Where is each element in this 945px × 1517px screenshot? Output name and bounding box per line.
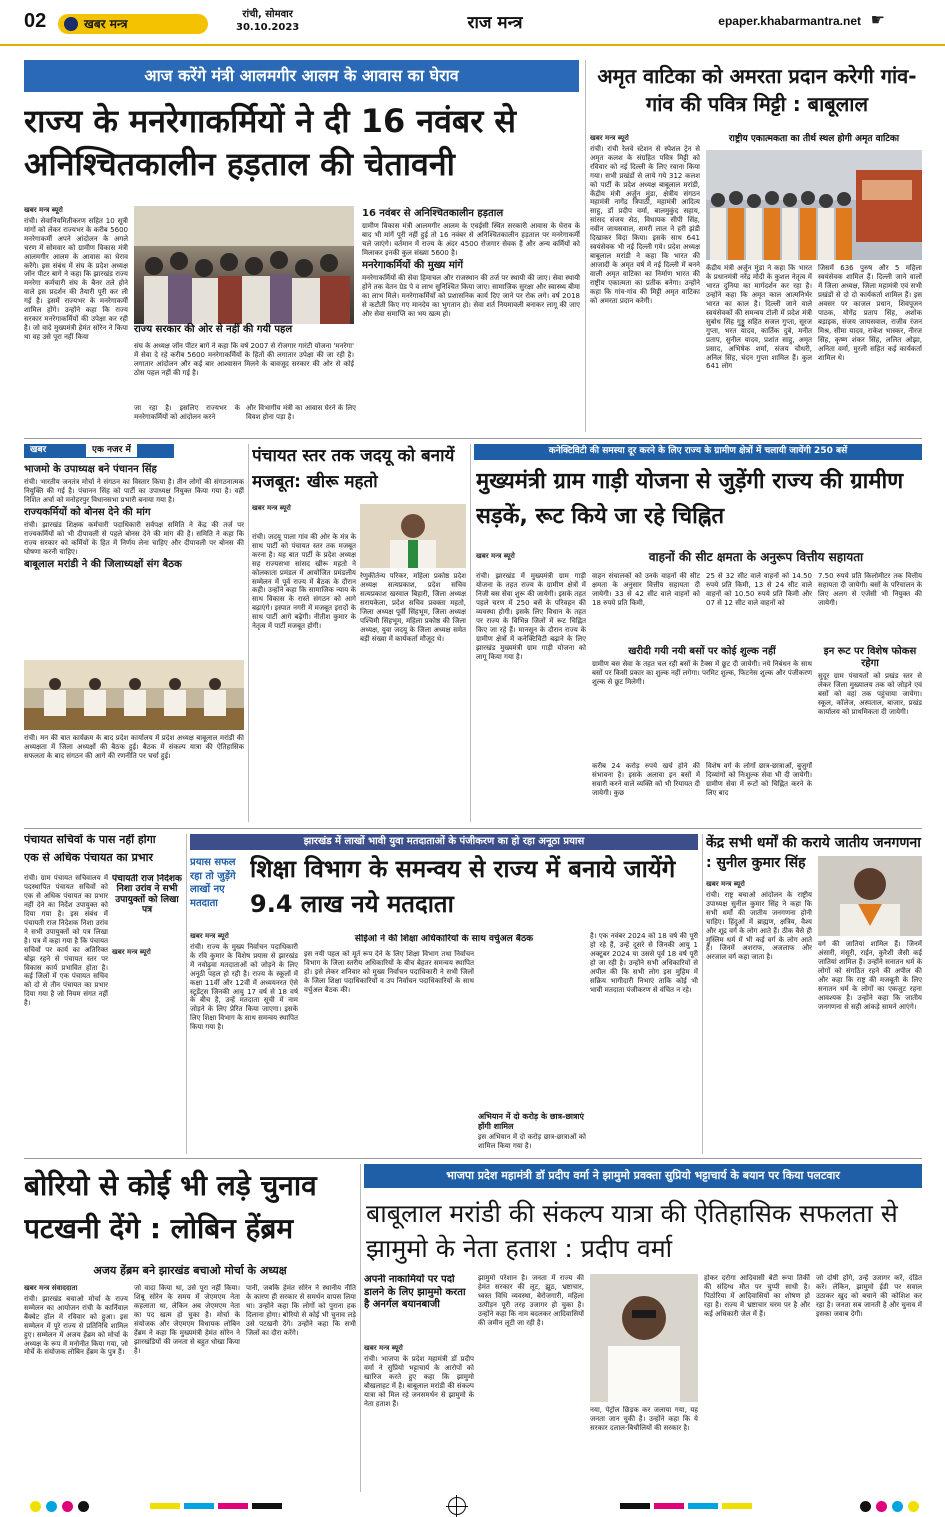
story1-sub2-text: मनरेगाकर्मियों की सेवा हिमाचल और राजस्थान की तर्ज पर स्थायी की जाए। सेवा स्थायी होने तक वेतन ग्रेड पे व लाभ सुनिश्चित किया जाए। सामाजिक सुरक्षा और स्वास्थ्य बीमा का लाभ मिले। मनरेगाकर्मियों को प्रशासनिक कार्य दिए जाने पर रोक लगे। वर्ष 2018 से कटौती किए गए मानदेय का भुगतान हो। सेवा शर्त नियमावली बनाकर लागू की जाए और सेवा समाप्ति का भय खत्म हो। [362, 273, 580, 318]
story4-col1 [476, 572, 586, 822]
story1-col4-text: और विभागीय मंत्री का आवास घेरने के लिए विवश होना पड़ा है। [246, 404, 356, 421]
divider [24, 1158, 922, 1159]
story3-col1 [252, 504, 356, 822]
story9-photo-caption-block [590, 1406, 698, 1492]
story4-sub: वाहनों की सीट क्षमता के अनुरूप वित्तीय सहायता [648, 550, 864, 564]
story9-headline: बाबूलाल मरांडी की संकल्प यात्रा की ऐतिहासिक सफलता से झामुमो के नेता हताश : प्रदीप वर्मा [366, 1199, 898, 1263]
story1-banner [24, 60, 579, 92]
story7-photo [818, 856, 922, 936]
story6-headline: शिक्षा विभाग के समन्वय से राज्य में बनाये जायेंगे 9.4 लाख नये मतदाता [250, 855, 676, 918]
story4-col4 [818, 572, 922, 636]
story2-headline: अमृत वाटिका को अमरता प्रदान करेगी गांव-गांव की पवित्र मिट्टी : बाबूलाल [597, 64, 917, 116]
story9-banner [364, 1164, 922, 1188]
story3-col1-text: रांची। जदयू पाला गांव की ओर के मंत्र के साथ पार्टी को पंचायत स्तर तक मजबूत करना है। यह बात पार्टी के प्रदेश अध्यक्ष सह राज्यसभा सांसद खीरू महतो ने कोलकाता प्रमंडल में आयोजित प्रमंडलीय सम्मेलन में पूर्व राज्य में बैठक के दौरान कही। उन्होंने कहा कि सामाजिक न्याय के साथ विकास के रास्ते संगठन को आगे बढ़ाएंगे। इस्पात नगरी में मजबूत इरादों के साथ पार्टी आगे बढ़ेगी। नीतीश कुमार के नेतृत्व में पार्टी मजबूत होगी। [252, 532, 356, 631]
story1-col3 [134, 404, 240, 432]
story6-col1 [190, 932, 298, 1154]
story6-col1-text: रांची। राज्य के मुख्य निर्वाचन पदाधिकारी के रवि कुमार के विशेष प्रयास से झारखंड में नवोढ़ुवा मतदाताओं को जोड़ने के लिए अनूठी पहल हो रही है। राज्य के स्कूलों में कक्षा 11वीं और 12वीं में अध्ययनरत ऐसे स्टूडेंट्स जिनकी आयु 17 वर्ष से 18 वर्ष के बीच है, उन्हें मतदाता सूची में नाम जोड़ने के लिए प्रेरित किया जाएगा। इसके लिए शिक्षा विभाग के साथ समन्वय स्थापित किया गया है। [190, 942, 298, 1032]
story5-headline1: पंचायत सचिवों के पास नहीं होगा [24, 834, 156, 846]
story9-banner-text: भाजपा प्रदेश महामंत्री डॉ प्रदीप वर्मा ने झामुमो प्रवक्ता सुप्रियो भट्टाचार्य के बयान पर किया पलटवार [446, 1169, 840, 1183]
story4-sub3-block [818, 644, 922, 822]
story3-headline: पंचायत स्तर तक जदयू को बनायें मजबूत: खीरू महतो [252, 446, 455, 492]
story8-col3-text: पानी, जबकि हेमंत सोरेन ने स्थानीय नीति के कारण ही सरकार से समर्थन वापस लिया था। उन्होंने कहा कि लोगों को पुराना हक दिलाना होगा। बोरियो से कोई भी चुनाव लड़े उसे पटखनी देंगे। उन्होंने कहा कि सभी जिलों का दौरा करेंगे। [246, 1284, 356, 1337]
story5-body [24, 874, 108, 1154]
registration-bar [252, 1503, 282, 1509]
registration-bar [722, 1503, 752, 1509]
story8-col1 [24, 1284, 128, 1494]
story9-col1 [364, 1344, 474, 1492]
story1-headline: राज्य के मनरेगाकर्मियों ने दी 16 नवंबर से अनिश्चितकालीन हड़ताल की चेतावनी [24, 102, 517, 184]
story4-sub2-block [592, 644, 812, 756]
story6-note-head: अभियान में दो करोड़ के छात्र-छात्राएं होंगी शामिल [478, 1112, 584, 1131]
story1-banner-text: आज करेंगे मंत्री आलमगीर आलम के आवास का घेराव [144, 66, 459, 85]
brief-tag [24, 444, 174, 458]
registration-dot [860, 1501, 871, 1512]
story2-photo [706, 150, 922, 260]
story6-note [478, 1110, 586, 1154]
story1-byline: खबर मन्त्र ब्यूरो [24, 206, 63, 214]
divider [470, 444, 471, 822]
story8-headline: बोरियो से कोई भी लड़े चुनाव पटखनी देंगे : लोबिन हेंब्रम [24, 1169, 317, 1246]
divider [186, 834, 187, 1154]
story6-banner [190, 834, 698, 850]
section-title: राज मन्त्र [467, 13, 523, 33]
story4-sub2-text: ग्रामीण बस सेवा के तहत चल रही बसों के टैक्स में छूट दी जायेगी। नये निबंधन के साथ बसों पर किसी प्रकार का शुल्क नहीं लगेगा। परमिट शुल्क, फिटनेस शुल्क और पंजीकरण शुल्क से छूट मिलेगी। [592, 660, 812, 686]
story1-col4 [246, 404, 356, 432]
story7-headline: केंद्र सभी धर्मों की कराये जातीय जनगणना : सुनील कुमार सिंह [706, 835, 921, 871]
masthead [0, 0, 945, 46]
brand-name: खबर मन्त्र [84, 17, 128, 31]
divider [24, 438, 922, 439]
story1-photo [134, 206, 354, 324]
story9-box: अपनी नाकामियों पर पर्दा डालने के लिए झामुमो करता है अनर्गल बयानबाजी [364, 1274, 466, 1310]
registration-dot [30, 1501, 41, 1512]
story4-headline: मुख्यमंत्री ग्राम गाड़ी योजना से जुड़ेंगी राज्य की ग्रामीण सड़कें, रूट किये जा रहे चिह्नित [476, 469, 904, 530]
story2-photo-caption: राष्ट्रीय एकात्मकता का तीर्थ स्थल होगी अमृत वाटिका [706, 134, 922, 148]
story6-col3 [590, 932, 698, 1154]
story9-photo [590, 1274, 698, 1402]
story6-col3-text: है। एक नवंबर 2024 को 18 वर्ष की पूरी हो रहे हैं, उन्हें दूसरे से जिनकी आयु 1 अक्टूबर 2024 या उससे पूर्व 18 वर्ष पूरी हो जा रही है। उन्होंने सभी अधिकारियों से अपील की कि सभी लोग इस मुहिम में सक्रिय भागीदारी निभाएं ताकि कोई भी भावी मतदाता पंजीकरण से वंचित न रहे। [590, 932, 698, 994]
story3-photo [360, 504, 466, 568]
brief-tag-text: खबर [30, 445, 47, 455]
story8-col1-text: रांची। झारखंड बचाओ मोर्चा के राज्य सम्मेलन का आयोजन रांची के कार्निवाल बैंक्वेट हॉल में रविवार को हुआ। इस सम्मेलन में पूरे राज्य से प्रतिनिधि शामिल हुए। सम्मेलन में अजय हेंब्रम को मोर्चा के अध्यक्ष के रूप में मनोनीत किया गया, जो मोर्चे के संयोजक लोबिन हेंब्रम के पुत्र हैं। [24, 1294, 128, 1357]
story3-col2-text: रेणुकीर्तन्य परिकर, महिला प्रकोष्ठ प्रदेश अध्यक्ष सत्यप्रकाश, प्रदेश सचिव सत्यप्रकाश खरवाल बिहारी, जिला अध्यक्ष सरायकेला, प्रदेश सचिव प्रवक्ता महतो, जिला अध्यक्ष पूर्वी सिंहभूम, जिला अध्यक्ष पश्चिमी सिंहभूम, महिला प्रकोष्ठ की जिला अध्यक्ष, युवा जदयू के जिला अध्यक्ष समेत बड़ी संख्या में कार्यकर्ता मौजूद थे। [360, 572, 466, 643]
story4-col2-text: वाहन संचालकों को उनके वाहनों की सीट क्षमता के अनुसार वित्तीय सहायता दी जायेगी। 33 से 42 सीट वाले वाहनों को 18 रुपये प्रति किमी, [592, 572, 700, 607]
story2-col3 [818, 264, 922, 432]
story6-col2 [304, 950, 474, 1100]
registration-dot [46, 1501, 57, 1512]
story9-col4 [816, 1274, 922, 1492]
story1-col2-text: संघ के अध्यक्ष जॉन पीटर बागे ने कहा कि वर्ष 2007 से रोजगार गारंटी योजना 'मनरेगा' में सेवा दे रहे करीब 5600 मनरेगाकर्मियों के हितों की लगातार उपेक्षा की जा रही है। लगातार आंदोलन और कई बार आश्वासन मिलने के बावजूद सरकार की ओर से कोई ठोस पहल नहीं की गई है। [134, 342, 354, 377]
brief-tag2-text: एक नजर में [86, 444, 137, 457]
portrait-image [818, 856, 922, 936]
story2-col1-text: रांची। रांची रेलवे स्टेशन से स्पेशल ट्रेन से अमृत कलश के संग्रहित पवित्र मिट्टी को रविवार को नई दिल्ली के लिए रवाना किया गया। सभी प्रखंडों से लाये गये 312 कलश को पार्टी के प्रदेश अध्यक्ष बाबूलाल मरांडी, केंद्रीय मंत्री अर्जुन मुंडा, क्षेत्रीय संगठन महामंत्री नागेंद्र त्रिपाठी, महामंत्री आदित्य साहु, डॉ प्रदीप वर्मा, बालमुकुंद सहाय, सांसद संजय सेठ, विधायक सीपी सिंह, नवीन जायसवाल, समरी लाल ने हरी झंडी दिखाकर विदा किया। इसके साथ 641 स्वयंसेवक भी नई दिल्ली गये। प्रदेश अध्यक्ष बाबूलाल मरांडी ने कहा कि भारत की आजादी के अमृत वर्ष में नई दिल्ली में बनने वाली अमृत वाटिका का निर्माण भारत की राष्ट्रीय एकात्मता का प्रतीक बनेगा। उन्होंने कहा कि गांव-गांव की मिट्टी अमृत वाटिका को अमरता प्रदान करेगी। [590, 144, 700, 305]
brief-h1: भाजमो के उपाध्यक्ष बने पंचानन सिंह [24, 464, 157, 475]
story4-sub3: इन रूट पर विशेष फोकस रहेगा [823, 646, 917, 669]
story4-sub3-text: सुदूर ग्राम पंचायतों को प्रखंड स्तर से लेकर जिला मुख्यालय तक को जोड़ने एवं बसों को वहां तक पहुंचाया जायेगा। स्कूल, कॉलेज, अस्पताल, बाजार, प्रखंड कार्यालय को प्राथमिकता दी जायेगी। [818, 672, 922, 716]
story6-byline: खबर मन्त्र ब्यूरो [190, 932, 229, 940]
story8-col3 [246, 1284, 356, 1494]
story7-byline: खबर मन्त्र ब्यूरो [706, 880, 745, 888]
brief-h3: बाबूलाल मरांडी ने की जिलाध्यक्षों संग बैठक [24, 558, 182, 570]
brief-t3: रांची। मन की बात कार्यक्रम के बाद प्रदेश कार्यालय में प्रदेश अध्यक्ष बाबूलाल मरांडी की अध्यक्षता में जिला अध्यक्षों की बैठक हुई। बैठक में संकल्प यात्रा की ऐतिहासिक सफलता के बाद संगठन की आगे की रणनीति पर चर्चा हुई। [24, 734, 244, 760]
divider [24, 828, 922, 829]
story6-banner-text: झारखंड में लाखों भावी युवा मतदाताओं के पंजीकरण का हो रहा अनूठा प्रयास [303, 835, 585, 847]
brief-t1: रांची। भारतीय जनतंत्र मोर्चा ने संगठन का विस्तार किया है। तीन लोगों की संगठनात्मक नियुक्ति की गई है। पंचानन सिंह को पार्टी का उपाध्यक्ष नियुक्त किया गया है। वहीं निशित अर्चा को मनोहरपुर विधानसभा प्रभारी बनाया गया है। [24, 478, 244, 504]
divider [585, 60, 586, 432]
story4-col4-text: 7.50 रुपये प्रति किलोमीटर तक वित्तीय सहायता दी जायेगी। बसों के परिचालन के लिए अलग से एजेंसी भी नियुक्त की जायेगी। [818, 572, 922, 607]
registration-dot [78, 1501, 89, 1512]
story8-col2-text: जो वादा किया था, उसे पूरा नहीं किया। शिबू सोरेन के समय में जेएमएम नेता कहलाता था, लेकिन अब जेएमएम नेता का पद खत्म हो चुका है। मोर्चा के संयोजक और जेएमएम विधायक लोबिन हेंब्रम ने कहा कि मुख्यमंत्री हेमंत सोरेन ने झारखंडियों की जनता से बहुत धोखा किया है। [134, 1284, 240, 1355]
story4-foot2 [706, 762, 812, 822]
registration-dot [62, 1501, 73, 1512]
story4-col1-text: रांची। झारखंड में मुख्यमंत्री ग्राम गाड़ी योजना के तहत राज्य के ग्रामीण क्षेत्रों में निजी बस सेवा शुरू की जायेगी। इसके तहत पहले चरण में 250 बसें के परिवहन की व्यवस्था होगी। इसके लिए विधान के तहत पर राज्य के विभिन्न जिलों में रूट चिह्नित किए जा रहे हैं। मानसून के दौरान राज्य के ग्रामीण क्षेत्रों में कनेक्टिविटी बढ़ाने के लिए झारखंड मुख्यमंत्री ग्राम गाड़ी योजना को लागू किया गया है। [476, 572, 586, 661]
story7-col2-text: वर्ग की जातियां शामिल हैं। जिनमें अंसारी, मंसूरी, राईन, कुरैशी जैसी कई जातियां शामिल हैं। उन्होंने सनातन धर्म के लोगों को संगठित रहने की अपील की और कहा कि राष्ट्र की मजबूती के लिए सनातन धर्म के लोगों का एकजुट रहना आवश्यक है। उन्होंने कहा कि जातीय जनगणना से सही आंकड़े सामने आएंगे। [818, 940, 922, 1011]
page-number: 02 [24, 10, 47, 32]
story6-kicker: प्रयास सफल रहा तो जुड़ेंगे लाखों नए मतदाता [190, 857, 236, 909]
dateline: रांची, सोमवार 30.10.2023 [236, 9, 300, 33]
brief-h2: राज्यकर्मियों को बोनस देने की मांग [24, 506, 151, 518]
story9-col1-text: रांची। भाजपा के प्रदेश महामंत्री डॉ प्रदीप वर्मा ने सुप्रियो भट्टाचार्य के आरोपों को खारिज करते हुए कहा कि झामुमो बौखलाहट में है। बाबूलाल मरांडी की संकल्प यात्रा को मिल रहे जनसमर्थन से झामुमो के नेता हताश हैं। [364, 1354, 474, 1408]
story7-col1 [706, 880, 812, 1154]
portrait-image [360, 504, 466, 568]
brand-logo-icon [64, 17, 78, 31]
story5-text: रांची। ग्राम पंचायत सचिवालय में पदस्थापित पंचायत सचिवों को एक से अधिक पंचायत का प्रभार नहीं देने का निर्देश उपायुक्त को दिया गया है। इस संबंध में पंचायती राज निदेशक निशा उरांव ने सभी उपायुक्तों को पत्र लिखा है। पत्र में कहा गया है कि पंचायत सचिवों पर कार्य का अतिरिक्त बोझ रहने से पंचायत स्तर पर विकास कार्य प्रभावित होता है। कई जिलों में एक पंचायत सचिव को दो से तीन पंचायत का प्रभार दिया गया है जो नियम संगत नहीं है। [24, 874, 108, 1008]
divider [702, 834, 703, 1154]
story4-foot1-text: करीब 24 करोड़ रुपये खर्च होने की संभावना है। इसके अलावा इन बसों में सवारी करने वाले व्यक्ति को भी रियायत दी जायेगी। कुछ [592, 762, 700, 797]
meeting-image [24, 660, 244, 730]
story8-col2 [134, 1284, 240, 1494]
registration-bar [184, 1503, 214, 1509]
story1-col1 [24, 206, 128, 432]
story4-col2 [592, 572, 700, 636]
epaper-url[interactable]: epaper.khabarmantra.net [718, 14, 861, 28]
registration-dot [908, 1501, 919, 1512]
portrait-image [590, 1274, 698, 1402]
story1-sub2: मनरेगाकर्मियों की मुख्य मांगें [362, 259, 464, 271]
pointer-icon: ☛ [870, 10, 885, 29]
story9-col2 [478, 1274, 584, 1492]
story5-body2 [112, 948, 182, 1154]
story1-right-col [362, 206, 580, 432]
story9-col4-text: जो दोषी होंगे, उन्हें उजागर करें, दंडित करें। लेकिन, झामुमो ईडी पर सवाल उठाकर खुद को बचाने की कोशिश कर रहा है। जनता सब जानती है और चुनाव में इसका जवाब देगी। [816, 1274, 922, 1318]
story6-col2-text: इस नयी पहल को मूर्त रूप देने के लिए शिक्षा विभाग तथा निर्वाचन विभाग के जिला स्तरीय अधिकारियों के बीच बेहतर समन्वय स्थापित हो। इसे लेकर शनिवार को मुख्य निर्वाचन पदाधिकारी ने सभी जिलों के जिला शिक्षा पदाधिकारियों व उप निर्वाचन पदाधिकारियों के साथ वर्चुअल बैठक की। [304, 950, 474, 994]
story8-byline: खबर मन्त्र संवाददाता [24, 1284, 78, 1292]
story1-photo-caption: राज्य सरकार की ओर से नहीं की गयी पहल [134, 324, 362, 340]
divider [248, 444, 249, 822]
story4-col3-text: 25 से 32 सीट वाले वाहनों को 14.50 रुपये प्रति किमी, 13 से 24 सीट वाले वाहनों को 10.50 रुपये प्रति किमी और 07 से 12 सीट वाले वाहनों को [706, 572, 812, 607]
story6-sub: सीईओ ने की शिक्षा अधिकारियों के साथ वर्चुअल बैठक [354, 934, 534, 944]
brief-photo [24, 660, 244, 730]
story5-headline2: एक से अधिक पंचायत का प्रभार [24, 852, 153, 864]
train-flagoff-image [706, 150, 922, 260]
story4-byline: खबर मन्त्र ब्यूरो [476, 552, 515, 560]
story4-foot1 [592, 762, 700, 822]
story7-col1-text: रांची। राष्ट्र बचाओ आंदोलन के राष्ट्रीय उपाध्यक्ष सुनील कुमार सिंह ने कहा कि सभी धर्मों की जातीय जनगणना होनी चाहिए। हिंदुओं में ब्राह्मण, क्षत्रिय, वैश्य और शूद्र वर्ग के लोग आते हैं। ठीक वैसे ही मुस्लिम धर्म में भी कई वर्ग के लोग आते हैं। जिनमें अशराफ, अजलाफ और अरजाल वर्ग कहा जाता है। [706, 890, 812, 962]
story4-col3 [706, 572, 812, 636]
protest-crowd-image [134, 206, 354, 324]
story2-col3-text: जिसमें 636 पुरुष और 5 महिला स्वयंसेवक शामिल हैं। दिल्ली जाने वालों में जिला अध्यक्ष, जिला महामंत्री एवं सभी प्रखंडों से दो दो कार्यकर्ता शामिल हैं। इस अवसर पर काजल प्रधान, शिवपूजन पाठक, योगेंद्र प्रताप सिंह, अशोक बड़ाइक, संजय जायसवाल, राजीव रंजन मिश्र, सीमा यादव, राकेश भास्कर, नीरज सिंह, कृष्ण शंकर सिंह, ललित ओझा, अनिता वर्मा, मुरली सहित कई कार्यकर्ता शामिल थे। [818, 264, 922, 362]
registration-bar [620, 1503, 650, 1509]
story2-byline: खबर मन्त्र ब्यूरो [590, 134, 629, 142]
registration-bar [218, 1503, 248, 1509]
story2-col1 [590, 134, 700, 432]
brief-t2: रांची। झारखंड शिक्षक कर्मचारी पदाधिकारी सर्वपक्ष समिति ने केंद्र की तर्ज पर राज्यकर्मियों को भी दीपावली से पहले बोनस देने की मांग की है। समिति ने कहा कि राज्य सरकार को कर्मियों के हित में निर्णय लेना चाहिए और दीपावली पर बोनस की घोषणा करनी चाहिए। [24, 520, 244, 556]
brief-col3 [24, 734, 244, 822]
story9-photo-caption: नया, पेट्रोल छिड़क कर जलाया गया, यह जनता जान चुकी है। उन्होंने कहा कि ये सरकार दलाल-बिचौलियों की सरकार है। [590, 1406, 698, 1432]
story9-byline: खबर मन्त्र ब्यूरो [364, 1344, 403, 1352]
story3-byline: खबर मन्त्र ब्यूरो [252, 504, 291, 512]
registration-bar [688, 1503, 718, 1509]
story7-col2 [818, 940, 922, 1154]
story3-col2 [360, 572, 466, 822]
divider [360, 1164, 361, 1492]
story9-col3-text: होकर दरोगा आदिवासी बेटी रूपा तिर्की की संदिग्ध मौत पर चुप्पी साधी है। पिठोरिया में आदिवासियों का शोषण हो रहा है। राज्य में भ्रष्टाचार चरम पर है और कई अधिकारी जेल में हैं। [704, 1274, 810, 1318]
registration-bar [654, 1503, 684, 1509]
registration-bar [150, 1503, 180, 1509]
story2-col2-text: केंद्रीय मंत्री अर्जुन मुंडा ने कहा कि भारत के प्रधानमंत्री नरेंद्र मोदी के कुशल नेतृत्व में भारत दुनिया का मार्गदर्शन कर रहा है। उन्होंने कहा कि अमृत काल आत्मनिर्भर भारत का काल है। दिल्ली जाने वाले स्वयंसेवकों की समन्वय टोली में प्रदेश मंत्री सुबोध सिंह गुड्डू सहित सजल गुप्ता, सूरज गुप्ता, भरत यादव, कार्तिक दुबे, मनीत प्रताप, सुनील यादव, प्रशांत साहु, अमृत प्रसाद, अभिषेक शर्मा, संजय चौधरी, अनिल सिंह, चंदन गुप्ता शामिल हैं। कुल 641 लोग [706, 264, 812, 371]
story9-col2-text: झामुमो परेशान है। जनता में राज्य की हेमंत सरकार की लूट, झूठ, भ्रष्टाचार, ध्वस्त विधि व्यवस्था, बेरोजगारी, महिला उत्पीड़न पूरी तरह उजागर हो चुका है। उन्होंने कहा कि नाम बदलकर आदिवासियों की जमीन लूटी जा रही है। [478, 1274, 584, 1327]
story2-col2 [706, 264, 812, 432]
brand-badge [58, 14, 208, 34]
registration-dot [876, 1501, 887, 1512]
story4-banner [474, 444, 922, 460]
story1-sub1: 16 नवंबर से अनिश्चितकालीन हड़ताल [362, 208, 504, 219]
story4-sub2: खरीदी गयी नयी बसों पर कोई शुल्क नहीं [628, 646, 776, 657]
story9-col3 [704, 1274, 810, 1492]
story1-sub1-text: ग्रामीण विकास मंत्री आलमगीर आलम के एचईसी स्थित सरकारी आवास के घेराव के बाद भी मांगें पूरी नहीं हुई तो 16 नवंबर से अनिश्चितकालीन हड़ताल पर मनरेगाकर्मी चले जाएंगे। वर्तमान में राज्य के अंदर 4500 रोजगार सेवक हैं और अन्य कर्मियों को मिलाकर इनकी कुल संख्या 5600 है। [362, 222, 580, 257]
story8-sub: अजय हेंब्रम बने झारखंड बचाओ मोर्चा के अध्यक्ष [93, 1264, 287, 1277]
story1-col1-text: रांची। सेवानियमितीकरण सहित 10 सूत्री मांगों को लेकर राज्यभर के करीब 5600 मनरेगाकर्मी अपने आंदोलन के अगले चरण में सोमवार को ग्रामीण विकास मंत्री आलमगीर आलम के आवास का घेराव करेंगे। इस संबंध में संघ के प्रदेश अध्यक्ष जॉन पीटर बागे ने कहा कि झारखंड राज्य मनरेगा कर्मचारी संघ के बैनर तले होने वाले इस प्रदर्शन की तैयारी पूरी कर ली गई है। इसमें राज्यभर के मनरेगाकर्मी शामिल होंगे। उन्होंने कहा कि राज्य सरकार मनरेगाकर्मियों की उपेक्षा कर रही है। जो वादे मुख्यमंत्री हेमंत सोरेन ने किया था वह उसे पूरा नहीं किया [24, 216, 128, 342]
print-registration-strip [0, 1495, 945, 1517]
crosshair-icon [446, 1506, 468, 1507]
story4-foot2-text: विशेष वर्ग के लोगों छात्र-छात्राओं, बुजुर्गों दिव्यांगों को निःशुल्क सेवा भी दी जायेगी। ग्रामीण सेवा में रूटों को चिह्नित करने के लिए बाद [706, 762, 812, 797]
registration-dot [892, 1501, 903, 1512]
story5-byline: खबर मन्त्र ब्यूरो [112, 948, 151, 956]
story6-note-text: इस अभियान में दो करोड़ छात्र-छात्राओं को शामिल किया गया है। [478, 1133, 586, 1151]
story5-pull: पंचायती राज निदेशक निशा उरांव ने सभी उपायुक्तों को लिखा पत्र [112, 874, 182, 916]
story4-banner-text: कनेक्टिविटी की समस्या दूर करने के लिए राज्य के ग्रामीण क्षेत्रों में चलायी जायेंगी 250 बसें [548, 446, 848, 457]
story1-col3-text: जा रहा है। इसलिए राज्यभर के मनरेगाकर्मियों को आंदोलन करने [134, 404, 240, 421]
